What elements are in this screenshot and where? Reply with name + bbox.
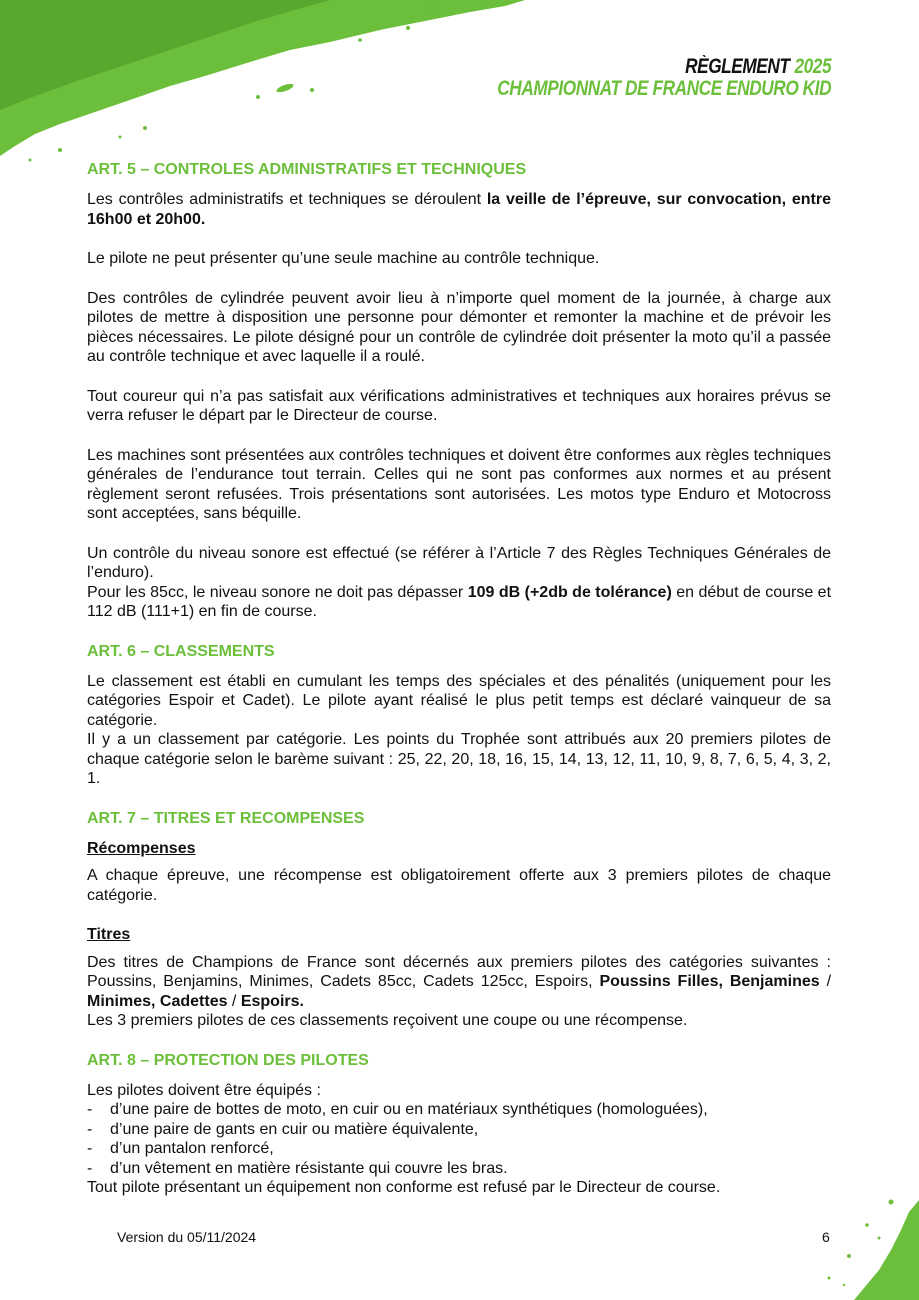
art5-p7-bold: 109 dB (+2db de tolérance)	[467, 583, 672, 601]
list-item: - d’une paire de gants en cuir ou matière équivalente,	[87, 1120, 831, 1140]
art5-paragraph-7	[87, 583, 831, 622]
art7-p2-sep-2: /	[227, 992, 241, 1010]
paint-splash-bottom-decoration	[799, 1190, 919, 1300]
document-header	[497, 56, 831, 100]
art7-subheading-titres: Titres	[87, 926, 131, 943]
art6-paragraph-2: Il y a un classement par catégorie. Les points du Trophée sont attribués aux 20 premiers pilotes de chaque catégorie selon le barème suivant : 25, 22, 20, 18, 16, 15, 14, 13, 12, 11, 10, 9, 8, 7, 6, 5, 4, 3, 2, 1.	[87, 731, 831, 787]
art7-paragraph-2	[87, 953, 831, 1012]
art7-paragraph-3: Les 3 premiers pilotes de ces classements reçoivent une coupe ou une récompense.	[87, 1012, 688, 1029]
art5-heading: ART. 5 – CONTROLES ADMINISTRATIFS ET TECHNIQUES	[87, 161, 527, 178]
header-year: 2025	[794, 55, 831, 78]
art5-paragraph-6: Un contrôle du niveau sonore est effectué (se référer à l’Article 7 des Règles Techniques Générales de l’enduro).	[87, 544, 831, 581]
art8-equipment-list	[87, 1100, 831, 1178]
art5-paragraph-3: Des contrôles de cylindrée peuvent avoir lieu à n’importe quel moment de la journée, à charge aux pilotes de mettre à disposition une personne pour démonter et remonter la machine et de prévoir les pièces nécessaires. Le pilote désigné pour un contrôle de cylindrée doit présenter la moto qu’il a passée au contrôle technique et avec laquelle il a roulé.	[87, 289, 831, 365]
art7-p2-bold-1: Poussins Filles, Benjamines	[599, 973, 820, 990]
art7-p2-sep-1: /	[819, 973, 832, 990]
art7-p2-bold-3: Espoirs.	[240, 992, 304, 1010]
list-item: - d’une paire de bottes de moto, en cuir ou en matériaux synthétiques (homologuées),	[87, 1100, 831, 1120]
art7-p2-text: Des titres de Champions de France sont décernés aux premiers pilotes des catégories suivantes : Poussins, Benjamins, Minimes, Cadets 85cc, Cadets 125cc, Espoirs,	[87, 953, 831, 990]
art5-paragraph-1	[87, 190, 831, 229]
art7-p2-bold-2: Minimes, Cadettes	[87, 992, 228, 1010]
paint-splash-top-decoration	[0, 0, 560, 170]
art5-paragraph-5: Les machines sont présentées aux contrôles techniques et doivent être conformes aux règles techniques générales de l’endurance tout terrain. Celles qui ne sont pas conformes aux normes et au présent règlement seront refusées. Trois présentations sont autorisées. Les motos type Enduro et Motocross sont acceptées, sans béquille.	[87, 446, 831, 522]
art7-heading: ART. 7 – TITRES ET RECOMPENSES	[87, 809, 365, 827]
list-item: - d’un vêtement en matière résistante qui couvre les bras.	[87, 1159, 831, 1179]
art5-paragraph-2: Le pilote ne peut présenter qu’une seule machine au contrôle technique.	[87, 250, 600, 267]
art5-p1-bold: la veille de l’épreuve, sur convocation, entre 16h00 et 20h00.	[87, 191, 832, 228]
art5-paragraph-4: Tout coureur qui n’a pas satisfait aux vérifications administratives et techniques aux horaires prévus se verra refuser le départ par le Directeur de course.	[87, 387, 831, 424]
header-subtitle: CHAMPIONNAT DE FRANCE ENDURO KID	[497, 77, 831, 100]
header-title: RÈGLEMENT	[684, 55, 790, 78]
page-number: 6	[822, 1229, 830, 1245]
art5-p7-text: Pour les 85cc, le niveau sonore ne doit pas dépasser	[87, 583, 468, 601]
footer-version: Version du 05/11/2024	[117, 1229, 257, 1245]
art8-intro: Les pilotes doivent être équipés :	[87, 1081, 321, 1099]
art8-outro: Tout pilote présentant un équipement non conforme est refusé par le Directeur de course.	[87, 1179, 721, 1196]
art6-paragraph-1: Le classement est établi en cumulant les temps des spéciales et des pénalités (uniquement pour les catégories Espoir et Cadet). Le pilote ayant réalisé le plus petit temps est déclaré vainqueur de sa catégorie.	[87, 672, 831, 729]
art7-paragraph-1: A chaque épreuve, une récompense est obligatoirement offerte aux 3 premiers pilotes de chaque catégorie.	[87, 867, 831, 904]
art6-heading: ART. 6 – CLASSEMENTS	[87, 642, 275, 660]
document-body	[87, 160, 831, 1198]
art5-p7-text-end: en début de course et 112 dB (111+1) en fin de course.	[87, 583, 832, 620]
art8-heading: ART. 8 – PROTECTION DES PILOTES	[87, 1051, 369, 1069]
art5-p1-text: Les contrôles administratifs et techniques se déroulent	[87, 191, 487, 208]
list-item: - d’un pantalon renforcé,	[87, 1139, 831, 1159]
art7-subheading-recompenses: Récompenses	[87, 839, 196, 857]
